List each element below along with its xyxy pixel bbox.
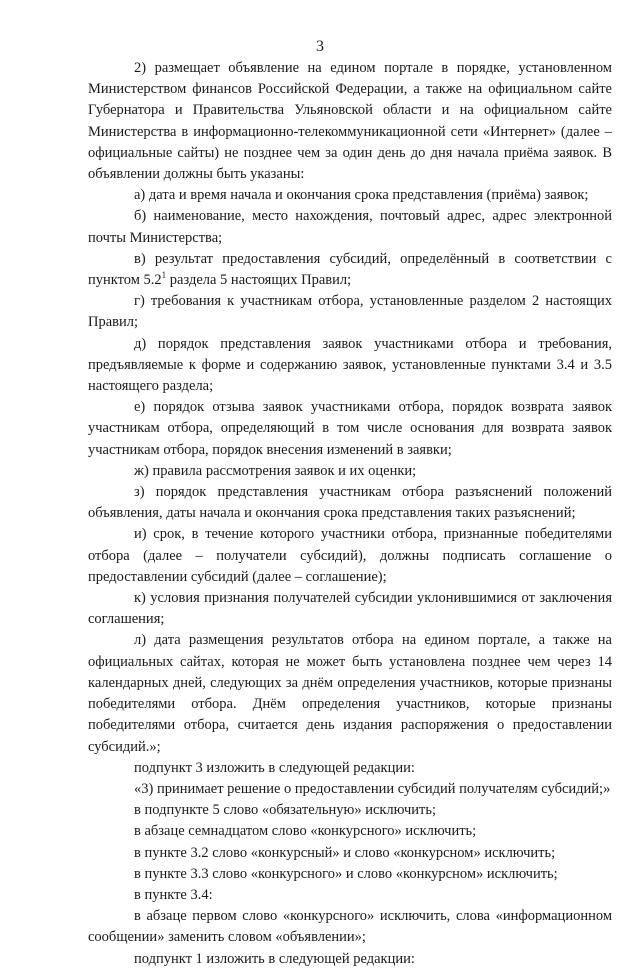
paragraph-zh: ж) правила рассмотрения заявок и их оценки; (134, 462, 417, 479)
paragraph-seventeenth: в абзаце семнадцатом слово «конкурсного» исключить; (134, 823, 477, 840)
paragraph-l: л) дата размещения результатов отбора на едином портале, а также на официальных сайтах, которая не может быть установлена позднее чем через 14 календарных дней, следующих за днём определения участников, которые признаны победителями отбора. Днём определения участников, которые признаны победителями отбора, считается день издания распоряжения о предоставлении субсидий.»; (88, 632, 612, 755)
paragraph-quote-3: «3) принимает решение о предоставлении субсидий получателям субсидий;» (134, 780, 611, 797)
paragraph-v (88, 249, 612, 291)
paragraph-d: д) порядок представления заявок участниками отбора и требования, предъявляемые к форме и содержанию заявок, установленные пунктами 3.4 и 3.5 настоящего раздела; (88, 335, 612, 395)
paragraph-subpoint-1: подпункт 1 изложить в следующей редакции: (134, 950, 415, 967)
paragraph-2: 2) размещает объявление на едином портале в порядке, установленном Министерством финансов Российской Федерации, а также на официальном сайте Губернатора и Правительства Ульяновской области и на официальном сайте Министерства в информационно-телекоммуникационной сети «Интернет» (далее – официальные сайты) не позднее чем за один день до дня начала приёма заявок. В объявлении должны быть указаны: (88, 60, 612, 183)
paragraph-point-3-3: в пункте 3.3 слово «конкурсного» и слово «конкурсном» исключить; (134, 865, 558, 882)
document-body (88, 58, 612, 970)
paragraph-v-rest: раздела 5 настоящих Правил; (166, 272, 352, 289)
paragraph-point-3-2: в пункте 3.2 слово «конкурсный» и слово «конкурсном» исключить; (134, 844, 556, 861)
superscript: 1 (161, 270, 167, 281)
paragraph-subpoint-5: в подпункте 5 слово «обязательную» исключить; (134, 802, 436, 819)
paragraph-first-abzac: в абзаце первом слово «конкурсного» исключить, слова «информационном сообщении» заменить словом «объявлении»; (88, 908, 612, 946)
paragraph-k: к) условия признания получателей субсидии уклонившимися от заключения соглашения; (88, 590, 612, 628)
paragraph-v-text: в) результат предоставления субсидий, определённый в соответствии с пунктом 5.2 (88, 250, 612, 289)
paragraph-i: и) срок, в течение которого участники отбора, признанные победителями отбора (далее – получатели субсидий), должны подписать соглашение о предоставлении субсидий (далее – соглашение); (88, 526, 612, 585)
paragraph-z: з) порядок представления участникам отбора разъяснений положений объявления, даты начала и окончания срока представления таких разъяснений; (88, 484, 612, 522)
paragraph-g: г) требования к участникам отбора, установленные разделом 2 настоящих Правил; (88, 293, 612, 331)
paragraph-point-3-4: в пункте 3.4: (134, 886, 213, 903)
paragraph-e: е) порядок отзыва заявок участниками отбора, порядок возврата заявок участникам отбора, определяющий в том числе основания для возврата заявок участникам отбора, порядок внесения изменений в заявки; (88, 399, 612, 458)
paragraph-subpoint-3: подпункт 3 изложить в следующей редакции: (134, 759, 415, 776)
paragraph-b: б) наименование, место нахождения, почтовый адрес, адрес электронной почты Министерства; (88, 208, 612, 246)
page-number: 3 (316, 38, 324, 55)
paragraph-a: а) дата и время начала и окончания срока представления (приёма) заявок; (134, 187, 589, 204)
